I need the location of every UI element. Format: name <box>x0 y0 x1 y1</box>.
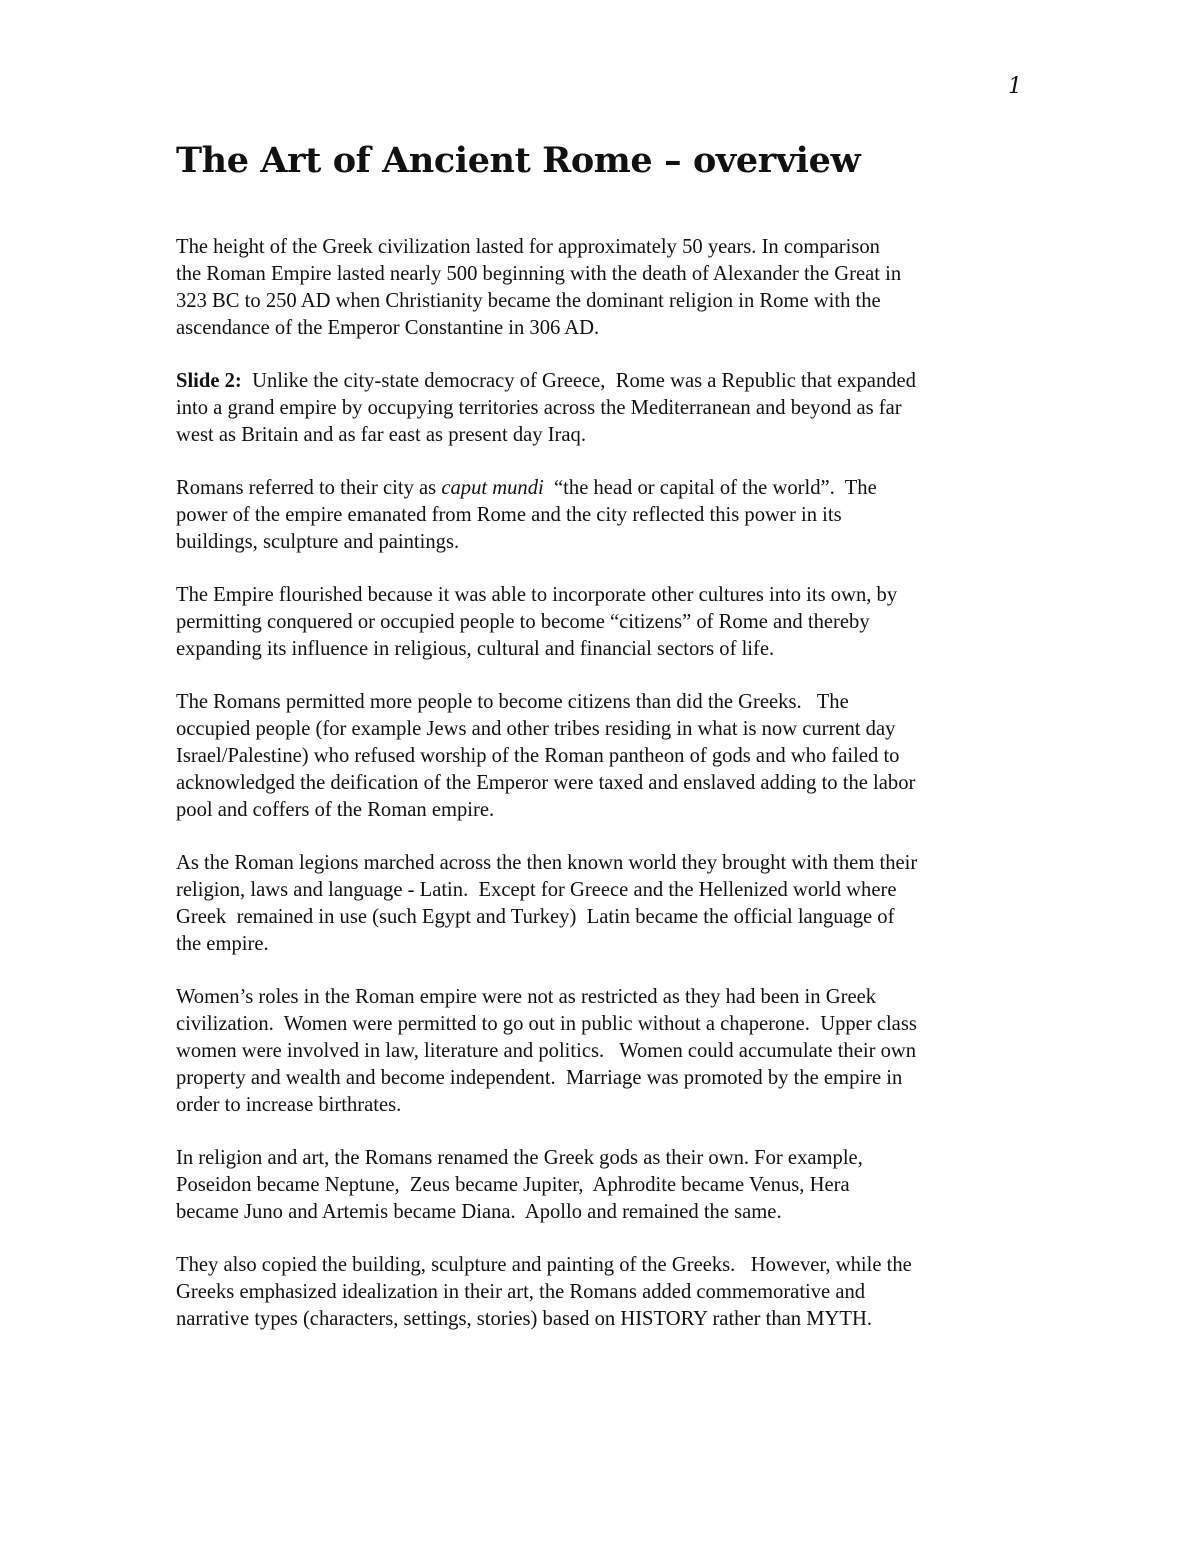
paragraph-citizens <box>176 689 1036 824</box>
paragraph-legions <box>176 850 1036 958</box>
text-line: occupied people (for example Jews and other tribes residing in what is now current day <box>176 718 896 740</box>
text-line: property and wealth and become independent. Marriage was promoted by the empire in <box>176 1067 903 1089</box>
text-line: Israel/Palestine) who refused worship of the Roman pantheon of gods and who failed to <box>176 745 900 767</box>
text-line: ascendance of the Emperor Constantine in 306 AD. <box>176 317 600 339</box>
text-line: Romans referred to their city as caput mundi “the head or capital of the world”. The <box>176 477 877 499</box>
paragraph-intro <box>176 234 1036 342</box>
text-line: Slide 2: Unlike the city-state democracy of Greece, Rome was a Republic that expanded <box>176 370 916 392</box>
paragraph-religion <box>176 1145 1036 1226</box>
paragraph-empire-flourished <box>176 582 1036 663</box>
text-line: narrative types (characters, settings, stories) based on HISTORY rather than MYTH. <box>176 1308 872 1330</box>
text-line: the empire. <box>176 933 269 955</box>
text-line: power of the empire emanated from Rome and the city reflected this power in its <box>176 504 842 526</box>
text-line: In religion and art, the Romans renamed the Greek gods as their own. For example, <box>176 1147 863 1169</box>
text-line: The Romans permitted more people to become citizens than did the Greeks. The <box>176 691 849 713</box>
paragraph-caput-mundi <box>176 475 1036 556</box>
text-line: The height of the Greek civilization lasted for approximately 50 years. In comparison <box>176 236 880 258</box>
document-body <box>176 234 1036 1359</box>
text-line: Poseidon became Neptune, Zeus became Jupiter, Aphrodite became Venus, Hera <box>176 1174 850 1196</box>
text-line: pool and coffers of the Roman empire. <box>176 799 495 821</box>
text-line: west as Britain and as far east as present day Iraq. <box>176 424 587 446</box>
document-title: The Art of Ancient Rome – overview <box>176 140 861 181</box>
text-line: As the Roman legions marched across the then known world they brought with them their <box>176 852 918 874</box>
latin-term: caput mundi <box>441 477 544 499</box>
text-line: permitting conquered or occupied people to become “citizens” of Rome and thereby <box>176 611 870 633</box>
text-line: religion, laws and language - Latin. Except for Greece and the Hellenized world where <box>176 879 897 901</box>
text-line: acknowledged the deification of the Emperor were taxed and enslaved adding to the labor <box>176 772 916 794</box>
text-line: 323 BC to 250 AD when Christianity became the dominant religion in Rome with the <box>176 290 881 312</box>
paragraph-slide-2 <box>176 368 1036 449</box>
text-line: Greeks emphasized idealization in their art, the Romans added commemorative and <box>176 1281 866 1303</box>
text-line: Greek remained in use (such Egypt and Turkey) Latin became the official language of <box>176 906 895 928</box>
text-line: They also copied the building, sculpture and painting of the Greeks. However, while the <box>176 1254 912 1276</box>
text-line: the Roman Empire lasted nearly 500 beginning with the death of Alexander the Great in <box>176 263 902 285</box>
slide-label: Slide 2: <box>176 370 242 392</box>
paragraph-copied <box>176 1252 1036 1333</box>
text-line: into a grand empire by occupying territories across the Mediterranean and beyond as far <box>176 397 902 419</box>
text-line: women were involved in law, literature and politics. Women could accumulate their own <box>176 1040 917 1062</box>
text-line: The Empire flourished because it was able to incorporate other cultures into its own, by <box>176 584 898 606</box>
text-line: became Juno and Artemis became Diana. Apollo and remained the same. <box>176 1201 782 1223</box>
paragraph-women <box>176 984 1036 1119</box>
text-line: order to increase birthrates. <box>176 1094 402 1116</box>
text-line: civilization. Women were permitted to go out in public without a chaperone. Upper class <box>176 1013 917 1035</box>
page-number: 1 <box>1008 74 1022 99</box>
text-line: buildings, sculpture and paintings. <box>176 531 460 553</box>
text-line: expanding its influence in religious, cultural and financial sectors of life. <box>176 638 775 660</box>
text-line: Women’s roles in the Roman empire were not as restricted as they had been in Greek <box>176 986 877 1008</box>
